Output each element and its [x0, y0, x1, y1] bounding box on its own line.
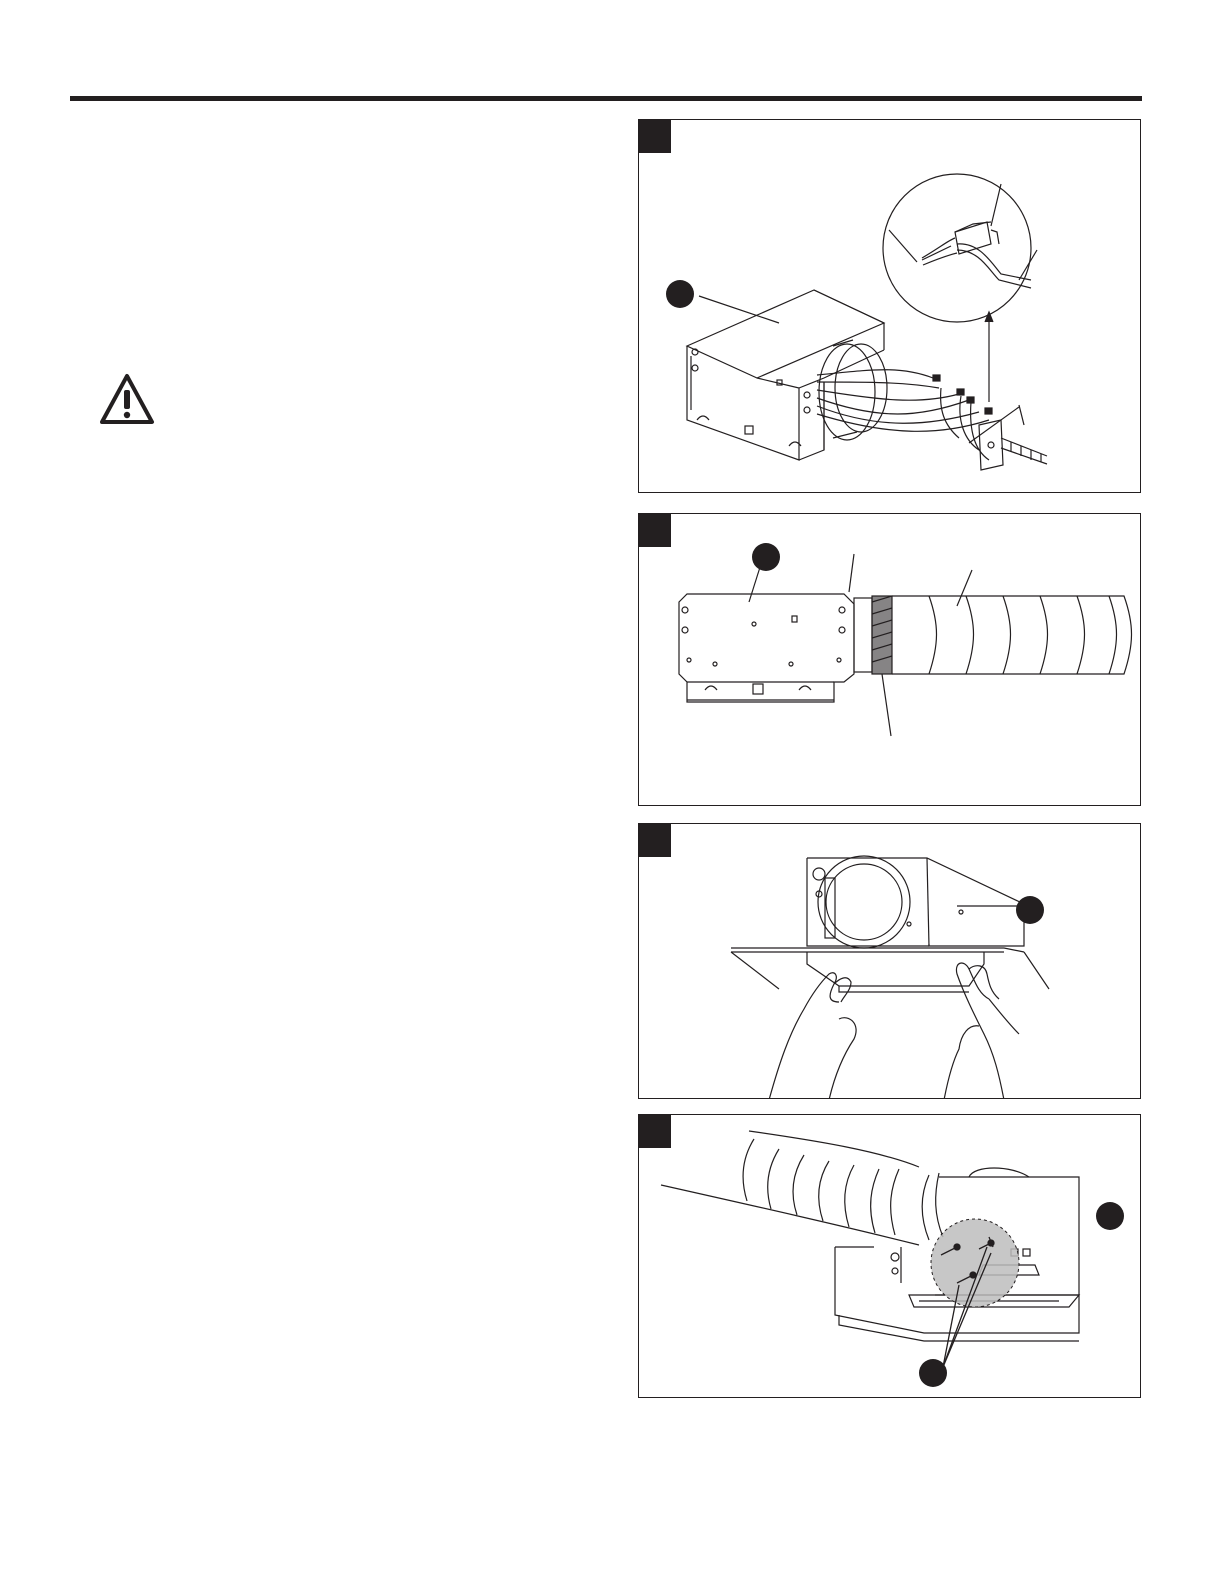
figure-3-illustration [639, 824, 1141, 1099]
callout-marker [919, 1359, 947, 1387]
figure-2-illustration [639, 514, 1141, 806]
figure-4-illustration [639, 1115, 1141, 1398]
figure-2-panel [638, 513, 1141, 806]
figure-3-panel [638, 823, 1141, 1099]
warning-triangle-icon [99, 373, 155, 425]
figure-1-illustration [639, 120, 1141, 493]
figure-1-panel [638, 119, 1141, 493]
callout-marker [1016, 896, 1044, 924]
callout-marker [1096, 1202, 1124, 1230]
figure-4-panel [638, 1114, 1141, 1398]
callout-marker [752, 543, 780, 571]
callout-marker [666, 280, 694, 308]
detail-highlight [931, 1219, 1019, 1307]
header-rule [70, 96, 1142, 101]
